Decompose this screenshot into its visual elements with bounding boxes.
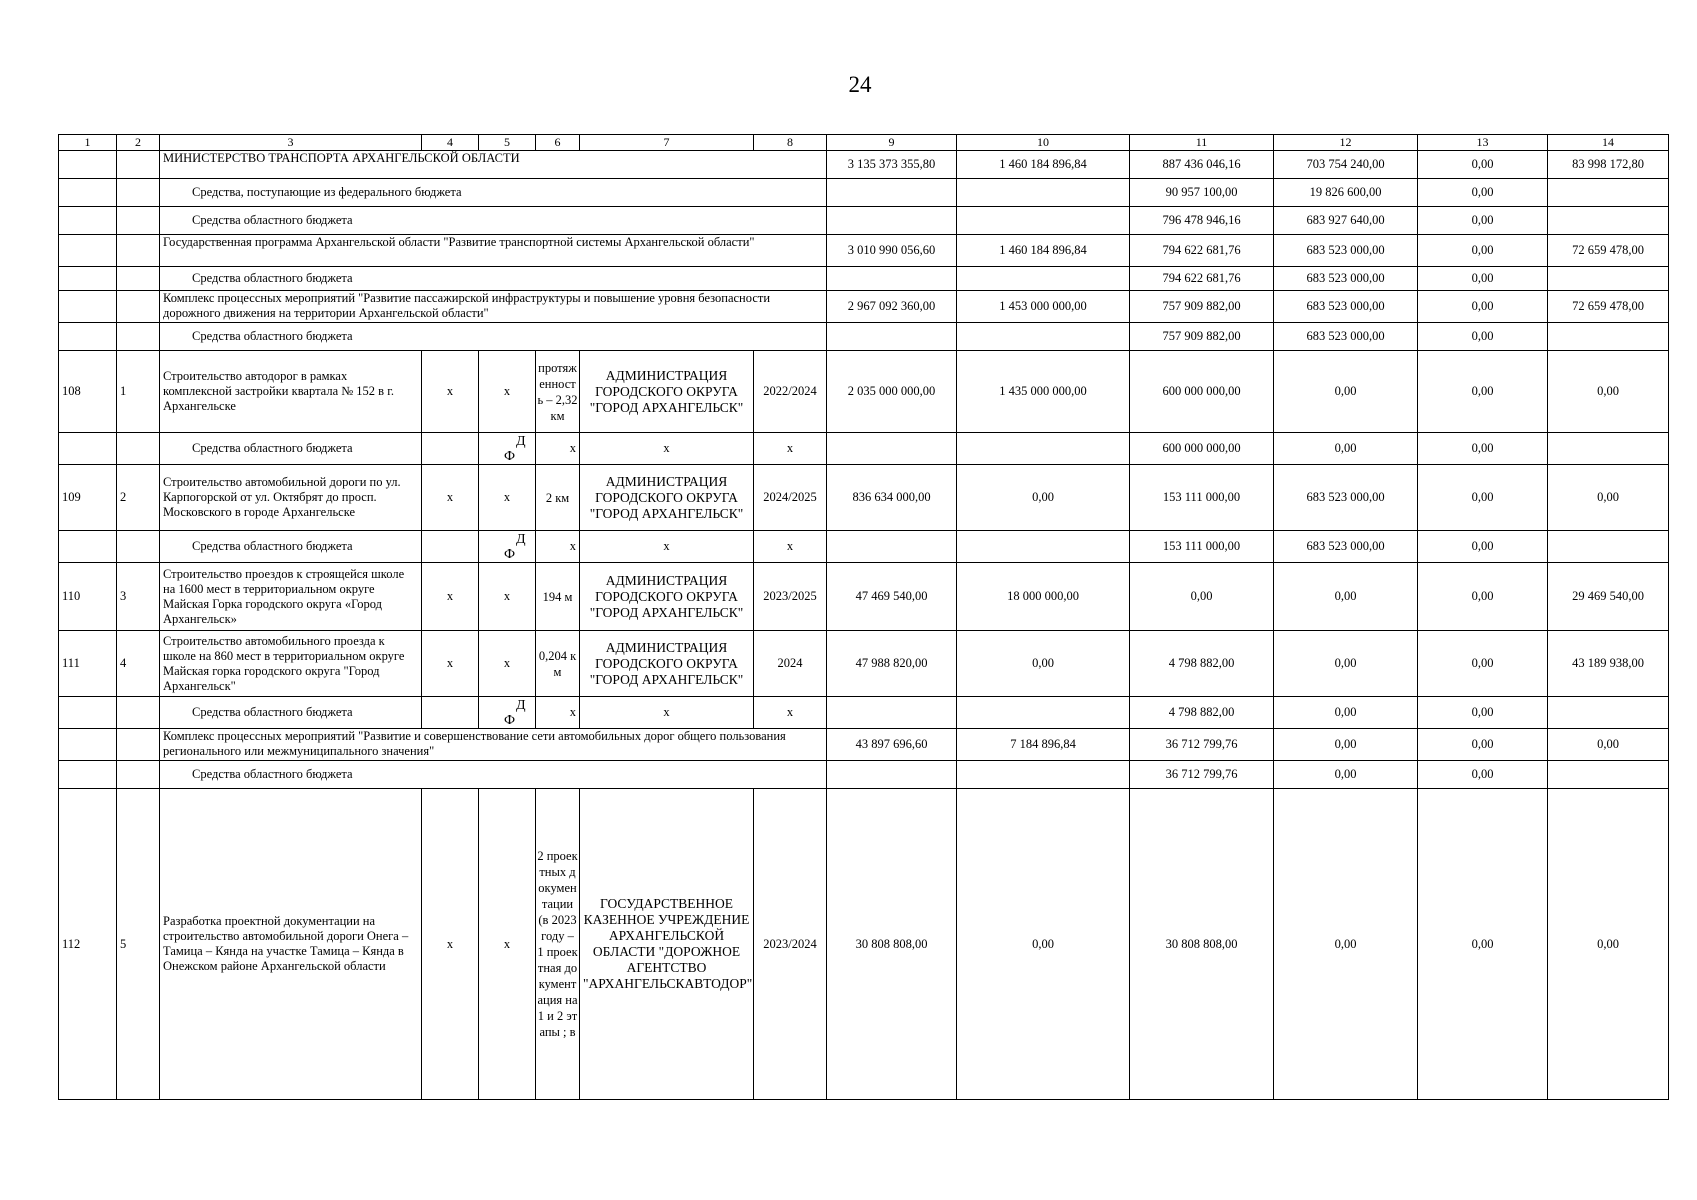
amount-c12: 683 523 000,00 <box>1274 531 1418 563</box>
amount-c10: 1 435 000 000,00 <box>957 351 1130 433</box>
amount-c10: 7 184 896,84 <box>957 729 1130 761</box>
amount-c10 <box>957 267 1130 291</box>
col4-cell <box>422 531 479 563</box>
column-number: 9 <box>827 135 957 151</box>
amount-c14 <box>1548 179 1669 207</box>
amount-c13: 0,00 <box>1418 433 1548 465</box>
amount-c9: 47 469 540,00 <box>827 563 957 631</box>
amount-c9 <box>827 179 957 207</box>
amount-c12: 0,00 <box>1274 789 1418 1100</box>
row-number-cell <box>59 291 117 323</box>
table-row <box>59 465 1669 531</box>
project-title: Разработка проектной документации на строительство автомобильной дороги Онега – Тамица – Кянда на участке Тамица – Кянда в Онежском районе Архангельской области <box>160 789 422 1100</box>
amount-c9 <box>827 267 957 291</box>
item-number-cell: 4 <box>117 631 160 697</box>
amount-c14 <box>1548 433 1669 465</box>
amount-c14: 0,00 <box>1548 729 1669 761</box>
amount-c9: 47 988 820,00 <box>827 631 957 697</box>
amount-c10 <box>957 207 1130 235</box>
amount-c12: 0,00 <box>1274 761 1418 789</box>
amount-c11: 153 111 000,00 <box>1130 531 1274 563</box>
col4-cell <box>422 433 479 465</box>
column-number: 14 <box>1548 135 1669 151</box>
item-number-cell: 2 <box>117 465 160 531</box>
table-row <box>59 351 1669 433</box>
amount-c10 <box>957 761 1130 789</box>
amount-c10: 0,00 <box>957 631 1130 697</box>
column-number: 11 <box>1130 135 1274 151</box>
amount-c13: 0,00 <box>1418 179 1548 207</box>
amount-c13: 0,00 <box>1418 697 1548 729</box>
col4-cell: х <box>422 631 479 697</box>
item-number-cell <box>117 267 160 291</box>
amount-c9: 3 010 990 056,60 <box>827 235 957 267</box>
col5-cell: х <box>479 563 536 631</box>
amount-c14 <box>1548 697 1669 729</box>
amount-c9 <box>827 323 957 351</box>
period-cell: 2023/2025 <box>754 563 827 631</box>
df-cell <box>479 697 536 729</box>
item-number-cell <box>117 697 160 729</box>
item-number-cell <box>117 179 160 207</box>
table-row <box>59 761 1669 789</box>
row-number-cell <box>59 179 117 207</box>
col5-cell: х <box>479 631 536 697</box>
project-title: Строительство автомобильного проезда к школе на 860 мест в территориальном округе Майская горка городского округа "Город Архангельск" <box>160 631 422 697</box>
amount-c9: 2 967 092 360,00 <box>827 291 957 323</box>
amount-c13: 0,00 <box>1418 351 1548 433</box>
row-number-cell <box>59 729 117 761</box>
project-title: Строительство автодорог в рамках комплексной застройки квартала № 152 в г. Архангельске <box>160 351 422 433</box>
amount-c13: 0,00 <box>1418 291 1548 323</box>
capacity-cell: протяженность – 2,32 км <box>536 351 580 433</box>
item-number-cell <box>117 531 160 563</box>
col8-cell: х <box>754 433 827 465</box>
amount-c14 <box>1548 531 1669 563</box>
responsible-organization: АДМИНИСТРАЦИЯ ГОРОДСКОГО ОКРУГА "ГОРОД АРХАНГЕЛЬСК" <box>580 465 754 531</box>
amount-c11: 36 712 799,76 <box>1130 761 1274 789</box>
funding-source-label: Средства областного бюджета <box>160 531 422 563</box>
amount-c12: 703 754 240,00 <box>1274 151 1418 179</box>
row-number-cell <box>59 151 117 179</box>
column-number: 13 <box>1418 135 1548 151</box>
amount-c11: 153 111 000,00 <box>1130 465 1274 531</box>
funding-source-label: Средства областного бюджета <box>160 267 827 291</box>
capacity-cell: 0,204 км <box>536 631 580 697</box>
row-number-cell <box>59 207 117 235</box>
column-number: 5 <box>479 135 536 151</box>
table-row <box>59 789 1669 1100</box>
column-number: 4 <box>422 135 479 151</box>
period-cell: 2024/2025 <box>754 465 827 531</box>
amount-c14 <box>1548 323 1669 351</box>
amount-c12: 0,00 <box>1274 433 1418 465</box>
amount-c11: 4 798 882,00 <box>1130 697 1274 729</box>
amount-c12: 0,00 <box>1274 729 1418 761</box>
amount-c12: 0,00 <box>1274 351 1418 433</box>
df-cell <box>479 531 536 563</box>
amount-c13: 0,00 <box>1418 323 1548 351</box>
period-cell: 2023/2024 <box>754 789 827 1100</box>
amount-c10 <box>957 179 1130 207</box>
amount-c11: 796 478 946,16 <box>1130 207 1274 235</box>
table-row <box>59 291 1669 323</box>
item-number-cell <box>117 433 160 465</box>
amount-c11: 90 957 100,00 <box>1130 179 1274 207</box>
amount-c14: 0,00 <box>1548 351 1669 433</box>
responsible-organization: ГОСУДАРСТВЕННОЕ КАЗЕННОЕ УЧРЕЖДЕНИЕ АРХАНГЕЛЬСКОЙ ОБЛАСТИ "ДОРОЖНОЕ АГЕНТСТВО "АРХАНГЕЛЬСКАВТОДОР" <box>580 789 754 1100</box>
row-number-cell <box>59 433 117 465</box>
df-letter-f: Ф <box>504 713 516 728</box>
table-row <box>59 207 1669 235</box>
amount-c10: 1 460 184 896,84 <box>957 151 1130 179</box>
funding-source-label: Средства областного бюджета <box>160 761 827 789</box>
amount-c10 <box>957 697 1130 729</box>
column-number: 10 <box>957 135 1130 151</box>
item-number-cell: 3 <box>117 563 160 631</box>
col7-cell: х <box>580 433 754 465</box>
amount-c14: 0,00 <box>1548 789 1669 1100</box>
amount-c14: 43 189 938,00 <box>1548 631 1669 697</box>
amount-c12: 683 523 000,00 <box>1274 465 1418 531</box>
table-row <box>59 235 1669 267</box>
funding-source-label: Средства областного бюджета <box>160 697 422 729</box>
funding-source-label: Средства областного бюджета <box>160 323 827 351</box>
col4-cell: х <box>422 351 479 433</box>
group-title: МИНИСТЕРСТВО ТРАНСПОРТА АРХАНГЕЛЬСКОЙ ОБЛАСТИ <box>160 151 827 179</box>
item-number-cell: 1 <box>117 351 160 433</box>
table-row <box>59 323 1669 351</box>
amount-c12: 0,00 <box>1274 697 1418 729</box>
amount-c9: 3 135 373 355,80 <box>827 151 957 179</box>
amount-c9: 30 808 808,00 <box>827 789 957 1100</box>
project-title: Строительство автомобильной дороги по ул. Карпогорской от ул. Октябрят до просп. Московского в городе Архангельске <box>160 465 422 531</box>
amount-c11: 0,00 <box>1130 563 1274 631</box>
amount-c13: 0,00 <box>1418 465 1548 531</box>
col4-cell: х <box>422 465 479 531</box>
item-number-cell <box>117 151 160 179</box>
capacity-cell: 194 м <box>536 563 580 631</box>
amount-c12: 683 523 000,00 <box>1274 235 1418 267</box>
amount-c9: 2 035 000 000,00 <box>827 351 957 433</box>
table-row <box>59 697 1669 729</box>
col4-cell: х <box>422 789 479 1100</box>
amount-c11: 36 712 799,76 <box>1130 729 1274 761</box>
df-letter-d: Д <box>516 698 526 713</box>
amount-c9 <box>827 761 957 789</box>
period-cell: 2024 <box>754 631 827 697</box>
amount-c12: 683 523 000,00 <box>1274 291 1418 323</box>
item-number-cell <box>117 323 160 351</box>
df-cell <box>479 433 536 465</box>
item-number-cell: 5 <box>117 789 160 1100</box>
amount-c11: 794 622 681,76 <box>1130 267 1274 291</box>
amount-c14 <box>1548 267 1669 291</box>
column-number: 6 <box>536 135 580 151</box>
column-number: 12 <box>1274 135 1418 151</box>
table-row <box>59 267 1669 291</box>
amount-c11: 4 798 882,00 <box>1130 631 1274 697</box>
amount-c9: 43 897 696,60 <box>827 729 957 761</box>
col8-cell: х <box>754 697 827 729</box>
col6-cell: х <box>536 433 580 465</box>
amount-c13: 0,00 <box>1418 563 1548 631</box>
amount-c13: 0,00 <box>1418 151 1548 179</box>
table-body <box>59 135 1669 1100</box>
amount-c10: 0,00 <box>957 789 1130 1100</box>
amount-c11: 600 000 000,00 <box>1130 433 1274 465</box>
page-number: 24 <box>848 72 872 97</box>
row-number-cell: 109 <box>59 465 117 531</box>
table-row <box>59 563 1669 631</box>
amount-c10 <box>957 531 1130 563</box>
table-row <box>59 179 1669 207</box>
row-number-cell <box>59 761 117 789</box>
row-number-cell <box>59 323 117 351</box>
table-row <box>59 729 1669 761</box>
responsible-organization: АДМИНИСТРАЦИЯ ГОРОДСКОГО ОКРУГА "ГОРОД АРХАНГЕЛЬСК" <box>580 563 754 631</box>
amount-c14: 72 659 478,00 <box>1548 235 1669 267</box>
budget-table <box>58 134 1669 1100</box>
df-letter-d: Д <box>516 532 526 547</box>
amount-c11: 757 909 882,00 <box>1130 291 1274 323</box>
amount-c11: 600 000 000,00 <box>1130 351 1274 433</box>
funding-source-label: Средства областного бюджета <box>160 433 422 465</box>
col5-cell: х <box>479 465 536 531</box>
row-number-cell: 111 <box>59 631 117 697</box>
item-number-cell <box>117 291 160 323</box>
df-letter-f: Ф <box>504 449 516 464</box>
column-number: 8 <box>754 135 827 151</box>
row-number-cell: 112 <box>59 789 117 1100</box>
item-number-cell <box>117 207 160 235</box>
row-number-cell <box>59 531 117 563</box>
amount-c9 <box>827 207 957 235</box>
amount-c12: 0,00 <box>1274 631 1418 697</box>
funding-source-label: Средства областного бюджета <box>160 207 827 235</box>
amount-c14: 72 659 478,00 <box>1548 291 1669 323</box>
row-number-cell: 110 <box>59 563 117 631</box>
column-number: 2 <box>117 135 160 151</box>
amount-c10: 1 453 000 000,00 <box>957 291 1130 323</box>
amount-c14: 29 469 540,00 <box>1548 563 1669 631</box>
col4-cell: х <box>422 563 479 631</box>
amount-c10 <box>957 323 1130 351</box>
row-number-cell: 108 <box>59 351 117 433</box>
item-number-cell <box>117 729 160 761</box>
funding-source-label: Средства, поступающие из федерального бюджета <box>160 179 827 207</box>
col7-cell: х <box>580 697 754 729</box>
amount-c13: 0,00 <box>1418 761 1548 789</box>
amount-c14 <box>1548 761 1669 789</box>
col8-cell: х <box>754 531 827 563</box>
capacity-cell: 2 проектных документации (в 2023 году – 1 проектная документация на 1 и 2 этапы ; в <box>536 789 580 1100</box>
table-row <box>59 631 1669 697</box>
amount-c11: 794 622 681,76 <box>1130 235 1274 267</box>
amount-c13: 0,00 <box>1418 729 1548 761</box>
amount-c13: 0,00 <box>1418 235 1548 267</box>
responsible-organization: АДМИНИСТРАЦИЯ ГОРОДСКОГО ОКРУГА "ГОРОД АРХАНГЕЛЬСК" <box>580 631 754 697</box>
amount-c10: 0,00 <box>957 465 1130 531</box>
amount-c13: 0,00 <box>1418 631 1548 697</box>
amount-c11: 757 909 882,00 <box>1130 323 1274 351</box>
item-number-cell <box>117 761 160 789</box>
group-title: Комплекс процессных мероприятий "Развитие пассажирской инфраструктуры и повышение уровня безопасности дорожного движения на территории Архангельской области" <box>160 291 827 323</box>
amount-c11: 30 808 808,00 <box>1130 789 1274 1100</box>
amount-c13: 0,00 <box>1418 267 1548 291</box>
col6-cell: х <box>536 531 580 563</box>
amount-c9 <box>827 697 957 729</box>
amount-c12: 683 523 000,00 <box>1274 323 1418 351</box>
amount-c11: 887 436 046,16 <box>1130 151 1274 179</box>
amount-c12: 19 826 600,00 <box>1274 179 1418 207</box>
amount-c12: 683 927 640,00 <box>1274 207 1418 235</box>
amount-c12: 683 523 000,00 <box>1274 267 1418 291</box>
amount-c14 <box>1548 207 1669 235</box>
row-number-cell <box>59 235 117 267</box>
column-number-header <box>59 135 1669 151</box>
item-number-cell <box>117 235 160 267</box>
amount-c9 <box>827 531 957 563</box>
col4-cell <box>422 697 479 729</box>
project-title: Строительство проездов к строящейся школе на 1600 мест в территориальном округе Майская Горка городского округа «Город Архангельск» <box>160 563 422 631</box>
column-number: 3 <box>160 135 422 151</box>
amount-c9: 836 634 000,00 <box>827 465 957 531</box>
capacity-cell: 2 км <box>536 465 580 531</box>
amount-c13: 0,00 <box>1418 207 1548 235</box>
column-number: 1 <box>59 135 117 151</box>
amount-c13: 0,00 <box>1418 789 1548 1100</box>
row-number-cell <box>59 267 117 291</box>
df-letter-d: Д <box>516 434 526 449</box>
row-number-cell <box>59 697 117 729</box>
amount-c10: 1 460 184 896,84 <box>957 235 1130 267</box>
period-cell: 2022/2024 <box>754 351 827 433</box>
group-title: Комплекс процессных мероприятий "Развитие и совершенствование сети автомобильных дорог общего пользования регионального или межмуниципального значения" <box>160 729 827 761</box>
amount-c12: 0,00 <box>1274 563 1418 631</box>
amount-c14: 0,00 <box>1548 465 1669 531</box>
col5-cell: х <box>479 789 536 1100</box>
column-number: 7 <box>580 135 754 151</box>
amount-c10: 18 000 000,00 <box>957 563 1130 631</box>
col5-cell: х <box>479 351 536 433</box>
amount-c9 <box>827 433 957 465</box>
table-row <box>59 433 1669 465</box>
col6-cell: х <box>536 697 580 729</box>
table-row <box>59 151 1669 179</box>
amount-c10 <box>957 433 1130 465</box>
amount-c13: 0,00 <box>1418 531 1548 563</box>
group-title: Государственная программа Архангельской области "Развитие транспортной системы Архангельской области" <box>160 235 827 267</box>
amount-c14: 83 998 172,80 <box>1548 151 1669 179</box>
responsible-organization: АДМИНИСТРАЦИЯ ГОРОДСКОГО ОКРУГА "ГОРОД АРХАНГЕЛЬСК" <box>580 351 754 433</box>
table-row <box>59 531 1669 563</box>
col7-cell: х <box>580 531 754 563</box>
df-letter-f: Ф <box>504 547 516 562</box>
